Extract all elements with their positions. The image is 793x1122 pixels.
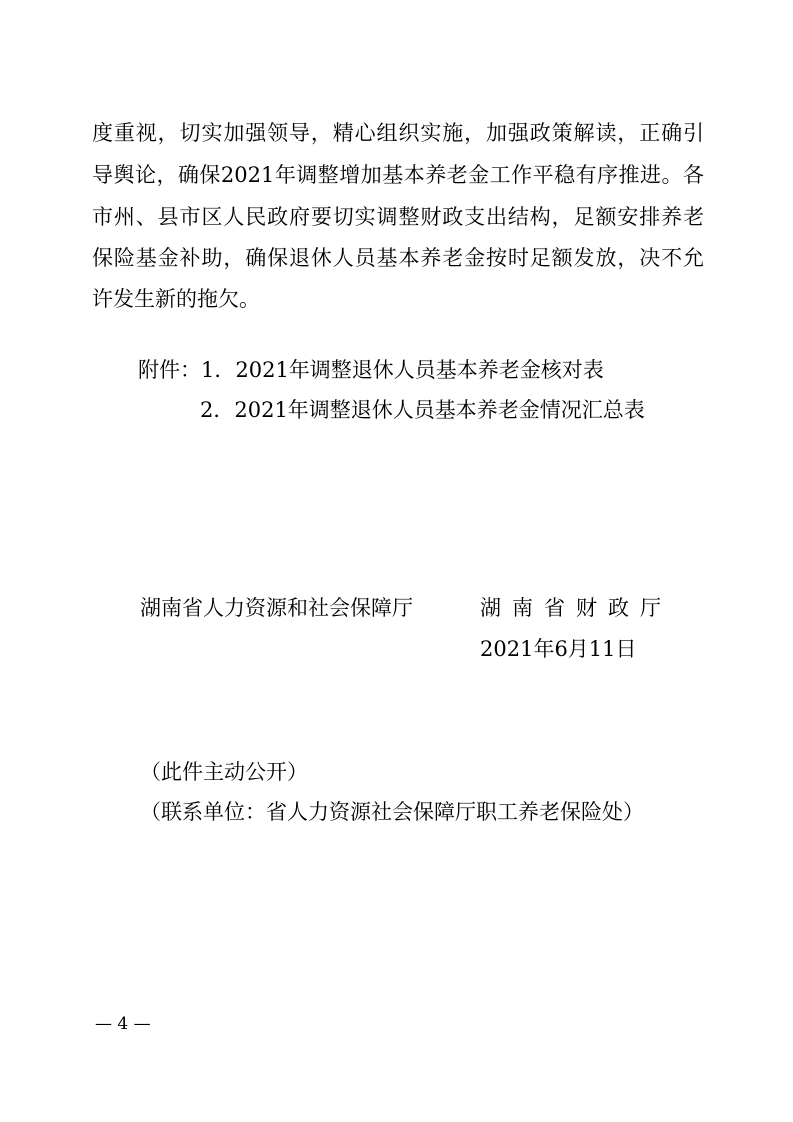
- issue-date: 2021年6月11日: [480, 637, 637, 661]
- attachment-item-1: 附件：1．2021年调整退休人员基本养老金核对表: [138, 358, 604, 382]
- body-paragraph-line-2: 导舆论，确保2021年调整增加基本养老金工作平稳有序推进。各: [92, 163, 704, 187]
- disclosure-note: （此件主动公开）: [140, 760, 308, 784]
- body-paragraph-line-1: 度重视，切实加强领导，精心组织实施，加强政策解读，正确引: [92, 121, 704, 145]
- body-paragraph-line-4: 保险基金补助，确保退休人员基本养老金按时足额发放，决不允: [92, 246, 704, 270]
- body-paragraph-line-3: 市州、县市区人民政府要切实调整财政支出结构，足额安排养老: [92, 205, 704, 229]
- issuing-org-hrss: 湖南省人力资源和社会保障厅: [140, 596, 413, 620]
- body-paragraph-line-5: 许发生新的拖欠。: [92, 287, 260, 311]
- issuing-org-finance: 湖南省财政厅: [480, 596, 672, 620]
- attachment-item-2: 2．2021年调整退休人员基本养老金情况汇总表: [200, 398, 645, 422]
- page-number: — 4 —: [95, 1014, 151, 1034]
- contact-note: （联系单位：省人力资源社会保障厅职工养老保险处）: [140, 800, 644, 824]
